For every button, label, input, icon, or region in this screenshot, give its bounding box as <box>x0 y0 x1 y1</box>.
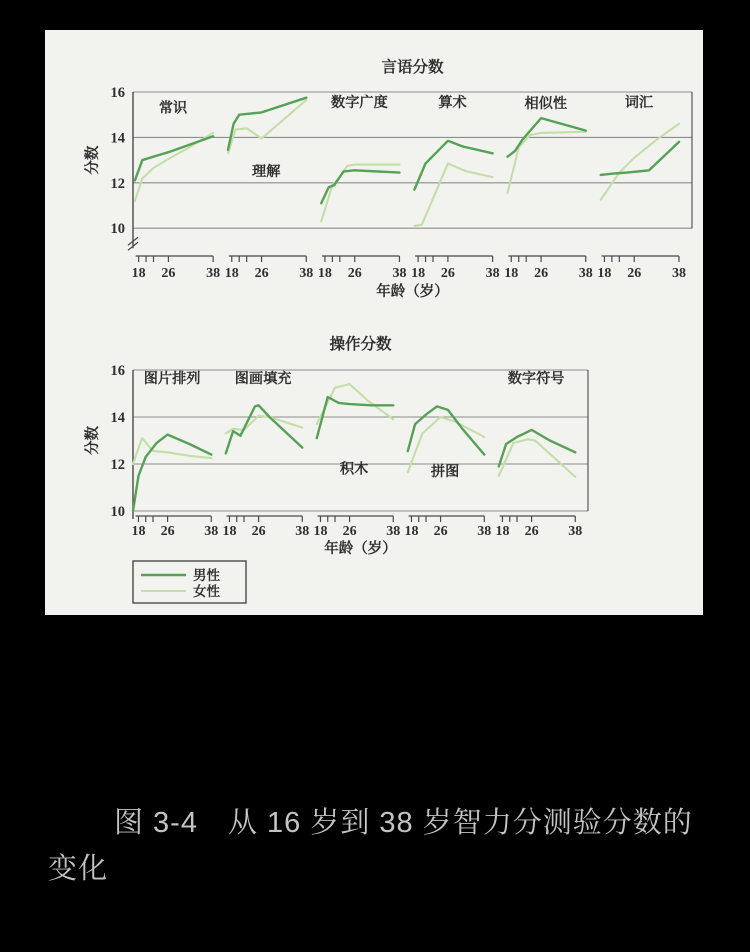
series-female-line <box>226 416 302 434</box>
x-tick-label: 38 <box>386 524 401 539</box>
y-tick-label: 16 <box>110 85 125 101</box>
series-male-line <box>228 98 306 150</box>
x-tick-label: 26 <box>347 266 362 281</box>
x-tick-label: 26 <box>627 266 642 281</box>
x-tick-label: 38 <box>299 266 314 281</box>
x-tick-label: 18 <box>131 266 146 281</box>
x-tick-label: 38 <box>392 266 407 281</box>
chart-title: 操作分数 <box>329 336 392 353</box>
series-male-line <box>321 170 399 203</box>
y-tick-label: 16 <box>110 363 125 379</box>
y-tick-label: 14 <box>110 130 125 147</box>
x-tick-label: 38 <box>578 266 593 281</box>
y-tick-label: 10 <box>110 221 125 238</box>
series-female-line <box>135 133 213 201</box>
series-female-line <box>228 100 306 153</box>
legend-label-female: 女性 <box>193 584 220 599</box>
x-tick-label: 18 <box>404 524 419 539</box>
panel-label: 理解 <box>252 163 281 180</box>
x-tick-label: 18 <box>495 524 510 539</box>
x-tick-label: 26 <box>161 266 176 281</box>
series-male-line <box>601 142 679 175</box>
x-tick-label: 38 <box>206 266 221 281</box>
x-tick-label: 38 <box>477 524 492 539</box>
y-tick-label: 10 <box>110 504 125 520</box>
legend-box <box>133 561 246 603</box>
series-female-line <box>499 439 576 477</box>
x-tick-label: 18 <box>411 266 426 281</box>
legend-label-male: 男性 <box>193 568 220 583</box>
x-tick-label: 38 <box>485 266 500 281</box>
chart-title: 言语分数 <box>381 59 444 76</box>
x-tick-label: 18 <box>317 266 332 281</box>
series-female-line <box>601 124 679 200</box>
x-tick-label: 18 <box>597 266 612 281</box>
panel-label: 数字广度 <box>331 94 388 111</box>
x-tick-label: 18 <box>131 524 146 539</box>
figure-panel <box>45 30 703 615</box>
y-tick-label: 14 <box>110 410 125 426</box>
y-axis-label: 分数 <box>85 145 101 175</box>
x-axis-label: 年龄（岁） <box>324 541 397 557</box>
caption-line-1: 图 3-4 从 16 岁到 38 岁智力分测验分数的 <box>114 807 693 839</box>
y-axis-label: 分数 <box>85 426 101 455</box>
panel-label: 图画填充 <box>234 370 292 387</box>
x-tick-label: 18 <box>222 524 237 539</box>
panel-label: 算术 <box>438 94 467 111</box>
x-tick-label: 38 <box>204 524 219 539</box>
x-tick-label: 26 <box>160 524 175 539</box>
figure-caption <box>48 800 716 892</box>
caption-line-2: 变化 <box>48 853 109 885</box>
x-tick-label: 18 <box>313 524 328 539</box>
panel-label: 常识 <box>158 100 188 117</box>
x-tick-label: 26 <box>433 524 448 539</box>
y-tick-label: 12 <box>110 457 125 473</box>
series-female-line <box>508 132 586 193</box>
x-tick-label: 38 <box>295 524 310 539</box>
charts-svg <box>45 30 703 615</box>
x-tick-label: 38 <box>568 524 583 539</box>
x-tick-label: 38 <box>671 266 686 281</box>
x-tick-label: 18 <box>504 266 519 281</box>
panel-label: 积木 <box>339 461 369 478</box>
panel-label: 数字符号 <box>507 370 565 387</box>
panel-label: 相似性 <box>524 95 568 112</box>
x-tick-label: 26 <box>254 266 269 281</box>
y-tick-label: 12 <box>110 175 125 192</box>
panel-label: 拼图 <box>430 463 460 480</box>
x-tick-label: 26 <box>534 266 549 281</box>
series-female-line <box>414 164 492 226</box>
x-tick-label: 26 <box>440 266 455 281</box>
x-tick-label: 26 <box>251 524 266 539</box>
x-tick-label: 18 <box>224 266 239 281</box>
panel-label: 词汇 <box>624 94 654 111</box>
series-male-line <box>133 435 211 511</box>
x-tick-label: 26 <box>524 524 539 539</box>
panel-label: 图片排列 <box>143 370 201 387</box>
x-tick-label: 26 <box>342 524 357 539</box>
x-axis-label: 年龄（岁） <box>376 284 449 300</box>
